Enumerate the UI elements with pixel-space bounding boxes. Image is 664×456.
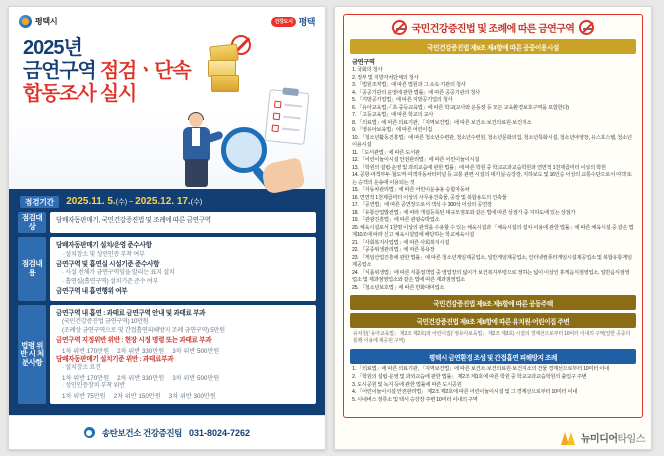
list-item-text: 1. 국회의 청사 — [352, 67, 383, 73]
fine-3: 3차 위반 500만원 — [172, 375, 220, 383]
inspection-content-body — [50, 237, 316, 301]
footer-tel[interactable]: 031-8024-7262 — [189, 427, 251, 438]
list-item — [352, 397, 634, 405]
title-line-2: 합동조사 실시 — [23, 83, 137, 105]
fine-row — [56, 346, 310, 355]
list-item — [352, 82, 634, 90]
health-city-badge — [271, 15, 315, 28]
section1-list — [350, 67, 636, 292]
list-item — [352, 112, 634, 120]
title-year: 2025년 — [23, 37, 82, 59]
penalty-line: · 설치장소 요건 — [62, 364, 101, 372]
list-item-text: 3. 「법원조직법」에 따른 법원과 그 소속 기관의 청사 — [352, 82, 466, 89]
list-item-text: 12. 「어린이놀이시설 안전관리법」에 따른 어린이놀이시설 — [352, 157, 480, 164]
penalty-body — [50, 305, 316, 405]
period-end: 2025.12. 17. — [135, 196, 191, 207]
period-start: 2025.11. 5. — [66, 196, 116, 207]
period-end-day: (수) — [190, 199, 203, 206]
fine-row — [56, 391, 310, 400]
penalty-label: 법령 위반 시 처분사항 — [18, 305, 46, 405]
checkbox-icon — [271, 124, 279, 132]
list-item-text: 24. 「식품위생법」에 따른 식품접객업 중 영업장의 넓이가 보건복지부령으로 정하는 넓이 이상인 휴게음식점영업소, 일반음식점영업소 및 제과점영업소와 같은 법에 따른 제과점영업소 — [352, 269, 630, 284]
left-poster-footer — [9, 415, 325, 449]
list-item — [352, 135, 634, 150]
clipboard-line — [283, 116, 301, 120]
city-name-label: 평택시 — [35, 17, 58, 26]
list-item-text: 2. 「학원의 설립·운영 및 과외교습에 관한 법률」 제2조 제1호에 따른 학원 중 학교교과교습학원의 출입구 주변 — [352, 373, 587, 380]
list-item — [352, 225, 634, 240]
fine-2: 2차 위반 330만원 — [117, 375, 165, 383]
inspection-target-body — [50, 212, 316, 233]
list-item-text: 17. 「공연법」에 따른 공연장으로서 객석 수 300석 이상의 공연장 — [352, 202, 492, 209]
fine-2: 2차 위반 150만원 — [113, 393, 161, 401]
list-item-text: 25. 「청소년보호법」에 따른 만화대여업소 — [352, 284, 445, 291]
list-item-text: 20. 체육시설로서 1천명 이상의 관객을 수용할 수 있는 체육시설과 「체육시설의 설치·이용에 관한 법률」에 따른 체육시설 중 같은 법 제10조에 따라 신고 체육시설업에 해당하는 학교체육시설 — [352, 224, 634, 239]
list-item-text: 11. 「도서관법」에 따른 도서관 — [352, 149, 420, 156]
list-item-text: 22. 「공중위생관리법」에 따른 목욕장 — [352, 247, 435, 254]
section1-band: 국민건강증진법 제9조 제4항에 따른 공중이용시설 — [350, 39, 636, 54]
list-item — [352, 75, 634, 83]
list-item — [352, 374, 634, 382]
list-item — [352, 217, 634, 225]
left-poster-details — [9, 189, 325, 415]
inspection-period-label: 점검기간 — [20, 196, 59, 208]
penalty-line: 담배자동판매기 설치기준 위반 : 과태료부과 — [56, 355, 174, 363]
list-item-text: 18. 「유통산업발전법」에 따라 개설등록된 대규모점포와 같은 법에 따른 상점가 중 지하도에 있는 상점가 — [352, 209, 576, 216]
watermark-text — [581, 430, 645, 445]
list-item-text: 23. 「게임산업진흥에 관한 법률」에 따른 청소년게임제공업소, 일반게임제공업소, 인터넷컴퓨터게임시설제공업소 및 복합유통게임제공업소 — [352, 254, 632, 269]
fine-3: 3차 위반 500만원 — [172, 347, 220, 355]
list-item — [352, 105, 634, 113]
fine-1: 1차 위반 75만원 — [62, 393, 106, 401]
list-item — [352, 382, 634, 390]
content-line: · 설치장소 및 성인인증 부착 여부 — [62, 250, 145, 258]
watermark-main: 뉴미디어 — [580, 434, 618, 445]
list-item-text: 6. 「유아교육법」·「초·중등교육법」에 따른 학교(교사와 운동장 등 모든 교육환경보호구역을 포함한다) — [352, 104, 569, 111]
watermark — [561, 430, 645, 445]
health-city-pill: 건강도시 — [271, 17, 295, 27]
inspection-content-section — [18, 237, 316, 301]
content-line: · 시설 전체가 금연구역임을 알리는 표지 설치 — [62, 269, 175, 277]
title-line1-red: 점검ㆍ단속 — [99, 60, 191, 82]
checkbox-icon — [273, 113, 281, 121]
no-smoking-icon — [579, 20, 594, 35]
right-poster — [334, 6, 652, 450]
list-item — [352, 187, 634, 195]
content-line: 금연구역 및 흡연실 시설기준 준수사항 — [56, 260, 160, 268]
inspection-target-text: 담배자동판매기, 국민건강증진법 및 조례에 따른 금연구역 — [56, 217, 211, 224]
list-item — [352, 285, 634, 293]
list-item-text: 7. 「고등교육법」에 따른 학교의 교사 — [352, 112, 434, 119]
list-item-text: 19. 「관광진흥법」에 따른 관광숙박업소 — [352, 217, 440, 224]
figure-legs — [185, 159, 208, 187]
list-item-text: 4. 「공공기관의 운영에 관한 법률」에 따른 공공기관의 청사 — [352, 89, 480, 96]
penalty-line: · 성인인증장치 부착 위반 — [62, 382, 125, 390]
list-item-text: 15. 「자동차관리법」에 따른 어린이운송용 승합자동차 — [352, 187, 470, 194]
fine-1: 1차 위반 170만원 — [62, 375, 110, 383]
right-poster-frame — [343, 14, 643, 418]
list-item — [352, 247, 634, 255]
list-item-text: 10. 「청소년활동진흥법」에 따른 청소년수련관, 청소년수련원, 청소년문화의집, 청소년특화시설, 청소년야영장, 유스호스텔, 청소년이용시설 — [352, 134, 632, 149]
list-item — [352, 67, 634, 75]
left-poster-header-art — [9, 7, 325, 189]
section3-note: 유치원(「유아교육법」 제2조 제2호)과 어린이집(「영유아보육법」 제2조 제3호) 시설의 경계선으로부터 10미터 이내의 구역(일반 공중의 통행·이용에 제공된 구역) — [353, 331, 630, 345]
list-item-text: 5. 시내버스 정류소 및 택시 승강장 주변 10미터 이내의 구역 — [352, 396, 478, 403]
poster-title — [9, 28, 325, 106]
penalty-line: (조례상 금연구역으로 및 간접흡연피해방지 조례 금연구역) 5만원 — [62, 327, 225, 335]
list-item — [352, 90, 634, 98]
list-item-text: 8. 「의료법」에 따른 의료기관, 「지역보건법」에 따른 보건소·보건의료원·보건지소 — [352, 119, 532, 126]
title-line-1 — [23, 60, 325, 83]
list-item — [352, 270, 634, 285]
fine-1: 1차 위반 170만원 — [62, 347, 110, 355]
list-item-text: 13. 「학원의 설립·운영 및 과외교습에 관한 법률」에 따른 학원 중 학교교과교습학원과 연면적 1천제곱미터 이상의 학원 — [352, 164, 606, 171]
list-item-text: 5. 「지방공기업법」에 따른 지방공기업의 청사 — [352, 97, 453, 104]
inspector-figure-icon — [175, 113, 219, 187]
content-line: 금연구역 내 흡연행위 여부 — [56, 288, 128, 296]
section3-band: 국민건강증진법 제9조 제8항에 따른 유치원·어린이집 주변 — [350, 313, 636, 328]
inspection-target-label: 점검대상 — [18, 212, 46, 233]
figure-head — [189, 113, 203, 127]
penalty-line: (국민건강증진법 금연구역) 10만원 — [62, 318, 149, 326]
title-line1-blue: 금연구역 — [23, 60, 96, 82]
section2-band: 국민건강증진법 제9조 제5항에 따른 공동주택 — [350, 295, 636, 310]
list-item — [352, 97, 634, 105]
list-item — [352, 172, 634, 187]
right-poster-title-row — [350, 20, 636, 35]
no-smoking-icon — [392, 20, 407, 35]
list-item — [352, 202, 634, 210]
fine-2: 2차 위반 330만원 — [117, 347, 165, 355]
right-poster-title: 국민건강증진법 및 조례에 따른 금연구역 — [411, 24, 575, 35]
list-item-text: 9. 「영유아보육법」에 따른 어린이집 — [352, 127, 432, 134]
fine-3: 3차 위반 300만원 — [168, 393, 216, 401]
section4-band: 평택시 금연환경 조성 및 간접흡연 피해방지 조례 — [350, 349, 636, 364]
content-line: · 흡연실(흡연구역) 설치기준 준수 여부 — [62, 278, 159, 286]
period-dash: ~ — [127, 199, 136, 206]
left-poster — [8, 6, 326, 450]
list-item — [352, 366, 634, 374]
pyeongtaek-emblem-icon — [19, 15, 32, 28]
figure-shirt — [192, 128, 200, 146]
penalty-section — [18, 305, 316, 405]
list-item — [352, 157, 634, 165]
list-item — [352, 389, 634, 397]
list-item-text: 14. 공항·여객부두·철도역·여객자동차터미널 등 교통 관련 시설의 대기실·승강장, 지하보도 및 16인승 이상의 교통수단으로서 여객 또는 승객의 운송에 이용되는 것 — [352, 172, 632, 186]
section1-lead: 금연구역 — [352, 59, 375, 66]
footer-org: 송탄보건소 건강증진팀 — [101, 427, 182, 438]
city-logo — [19, 15, 57, 28]
penalty-line: 금연구역 지정위반 위반 : 현장 시정 명령 또는 과태료 부과 — [56, 337, 212, 345]
contact-icon — [84, 427, 95, 438]
inspection-target-section — [18, 212, 316, 233]
inspection-period-row — [18, 196, 316, 207]
list-item-text: 1. 「의료법」에 따른 의료기관, 「지역보건법」에 따른 보건소·보건의료원·보건지소의 건물 경계선으로부터 10미터 이내 — [352, 366, 609, 373]
content-line: 담배자동판매기 설치/운영 준수사항 — [56, 242, 152, 250]
newmedia-times-logo-icon — [561, 431, 577, 445]
list-item — [352, 255, 634, 270]
list-item — [352, 127, 634, 135]
list-item — [352, 120, 634, 128]
list-item-text: 21. 「사회복지사업법」에 따른 사회복지시설 — [352, 239, 450, 246]
magnifier-icon — [221, 127, 267, 173]
poster-header — [9, 7, 325, 28]
list-item-text: 3. 도시공원 및 녹지 등에 관한 법률에 따른 도시공원 — [352, 381, 462, 388]
watermark-sub: 타임스 — [617, 434, 645, 445]
inspection-content-label: 점검내용 — [18, 237, 46, 301]
list-item-text: 4. 「어린이놀이시설 안전관리법」 제2조 제2호에 따른 어린이놀이시설 및 그 경계선으로부터 10미터 이내 — [352, 389, 578, 396]
clipboard-line — [282, 128, 300, 132]
section4-list — [350, 366, 636, 404]
list-item-text: 16. 연면적 1천제곱미터 이상의 사무용건축물, 공장 및 복합용도의 건축물 — [352, 194, 507, 201]
health-city-text: 평택 — [298, 17, 315, 27]
penalty-line: 금연구역 내 흡연 : 과태료 금연구역 안내 및 과태료 부과 — [56, 309, 206, 317]
list-item-text: 2. 정부 및 지방자치단체의 청사 — [352, 74, 419, 81]
period-start-day: (수) — [115, 199, 128, 206]
